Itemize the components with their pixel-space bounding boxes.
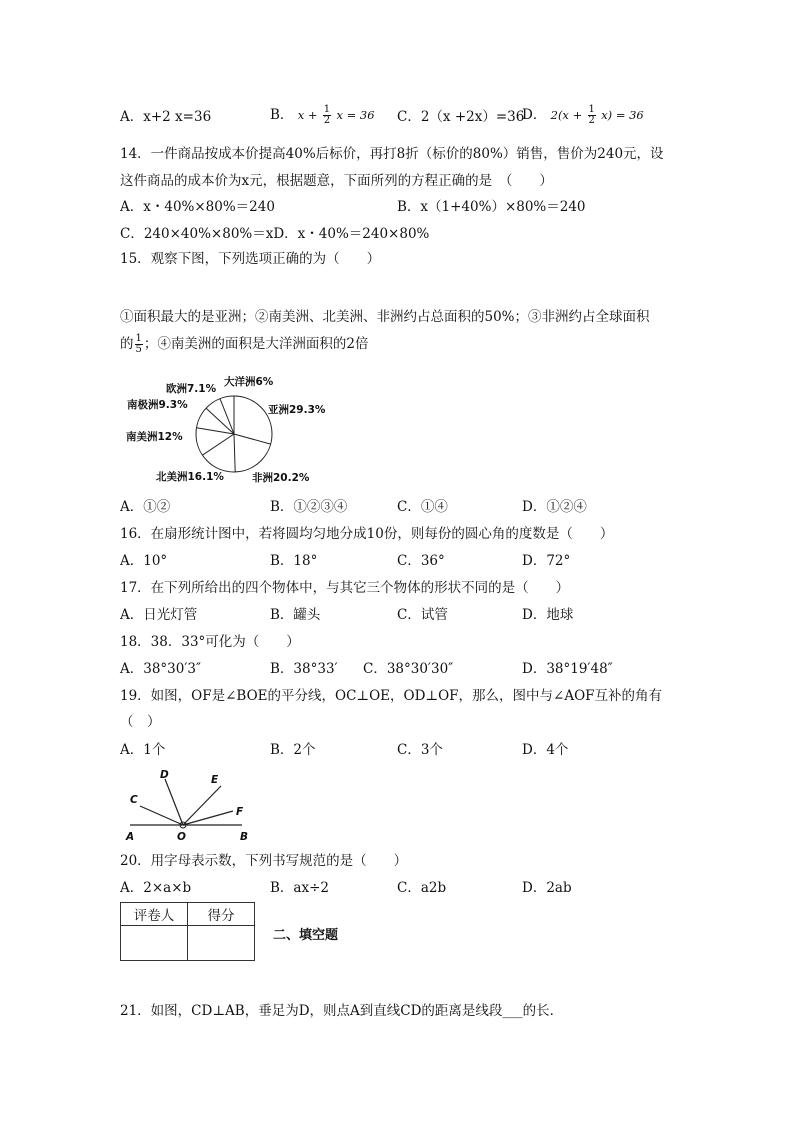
q14-option-b: B．x（1+40%）×80%＝240: [397, 199, 586, 215]
label-c: C: [130, 794, 138, 806]
q15-statements-line1: ①面积最大的是亚洲；②南美洲、北美洲、非洲约占总面积的50%；③非洲约占全球面积: [120, 309, 650, 325]
equation-part: x) = 36: [601, 108, 644, 122]
q18-option-b: B．38°33′: [270, 661, 338, 677]
pie-label-2: 北美洲16.1%: [156, 471, 224, 483]
q16-option-b: B．18°: [270, 553, 318, 569]
equation-part: 2(x +: [550, 108, 583, 122]
pie-label-3: 南美洲12%: [126, 431, 183, 443]
statement-text: 的: [120, 336, 134, 352]
q18-stem: 18．38．33°可化为（ ）: [120, 634, 300, 650]
label-e: E: [211, 774, 219, 786]
score-table: [120, 902, 255, 961]
q18-option-a: A．38°30′3″: [120, 661, 202, 677]
q19-option-b: B．2个: [270, 742, 316, 758]
q19-option-a: A．1个: [120, 742, 166, 758]
fraction-denominator: 5: [135, 344, 142, 355]
q17-stem: 17．在下列所给出的四个物体中，与其它三个物体的形状不同的是（ ）: [120, 580, 570, 596]
option-label: A．: [120, 109, 144, 125]
continent-area-pie-chart: [110, 368, 350, 493]
q20-option-a: A．2×a×b: [120, 880, 192, 896]
q13-option-a: [120, 108, 211, 126]
statement-text: ；④南美洲的面积是大洋洲面积的2倍: [143, 336, 369, 352]
pie-label-5: 欧洲7.1%: [166, 383, 217, 395]
option-label: B．: [270, 107, 294, 123]
pie-label-4: 南极洲9.3%: [127, 399, 188, 411]
score-header: 得分: [188, 903, 255, 926]
q21-stem: 21．如图，CD⊥AB，垂足为D，则点A到直线CD的距离是线段___的长．: [120, 1003, 564, 1019]
reviewer-header: 评卷人: [121, 903, 188, 926]
q19-option-d: D．4个: [522, 742, 569, 758]
option-text: 2（x +2x）=36: [420, 109, 525, 125]
fraction-denominator: 2: [323, 115, 331, 126]
q16-option-c: C．36°: [397, 553, 445, 569]
fraction: [135, 334, 143, 355]
q15-stem: 15．观察下图，下列选项正确的为（ ）: [120, 251, 381, 267]
q15-option-a: A．①②: [120, 499, 171, 515]
fraction: [588, 105, 596, 126]
q15-option-c: C．①④: [397, 499, 448, 515]
q15-option-b: B．①②③④: [270, 499, 348, 515]
fraction-denominator: 2: [588, 115, 595, 126]
label-o: O: [177, 831, 186, 843]
q15-statements-line2: [120, 334, 368, 355]
angle-figure: [118, 764, 268, 846]
q19-stem: 19．如图，OF是∠BOE的平分线，OC⊥OE，OD⊥OF，那么，图中与∠AOF互补的角有: [120, 688, 663, 704]
equation-part: x +: [297, 108, 318, 122]
q16-stem: 16．在扇形统计图中，若将圆均匀地分成10份，则每份的圆心角的度数是（ ）: [120, 526, 614, 542]
q20-option-b: B．ax÷2: [270, 880, 329, 896]
q17-option-a: A．日光灯管: [120, 607, 198, 623]
score-table-entry-row: [121, 926, 255, 961]
fraction-numerator: 1: [323, 104, 331, 115]
pie-label-1: 非洲20.2%: [252, 472, 310, 484]
q18-option-d: D．38°19′48″: [522, 661, 613, 677]
reviewer-cell[interactable]: [121, 926, 188, 961]
q19-stem-continued: （ ）: [120, 714, 161, 730]
label-d: D: [160, 769, 169, 781]
q20-option-c: C．a2b: [397, 880, 447, 896]
q13-option-b: [270, 105, 375, 126]
section-title: 二、填空题: [273, 928, 339, 943]
q14-stem-line1: 14．一件商品按成本价提高40%后标价，再打8折（标价的80%）销售，售价为240元，设: [120, 146, 664, 162]
q17-option-b: B．罐头: [270, 607, 321, 623]
q14-option-a: A．x・40%×80%＝240: [120, 199, 275, 215]
label-b: B: [240, 831, 249, 843]
fraction: [323, 105, 331, 126]
label-a: A: [126, 831, 135, 843]
q20-option-d: D．2ab: [522, 880, 572, 896]
equation-part: x = 36: [336, 108, 375, 122]
fraction-numerator: 1: [588, 104, 595, 115]
q19-option-c: C．3个: [397, 742, 443, 758]
pie-label-6: 大洋洲6%: [224, 376, 274, 388]
fraction-numerator: 1: [135, 333, 142, 344]
q14-option-cd: C．240×40%×80%＝xD．x・40%＝240×80%: [120, 226, 430, 242]
q16-option-a: A．10°: [120, 553, 168, 569]
label-f: F: [236, 806, 244, 818]
q20-stem: 20．用字母表示数，下列书写规范的是（ ）: [120, 853, 408, 869]
q13-option-c: [397, 108, 524, 126]
q15-option-d: D．①②④: [522, 499, 587, 515]
score-cell[interactable]: [188, 926, 255, 961]
option-label: D．: [522, 107, 547, 123]
q17-option-d: D．地球: [522, 607, 574, 623]
pie-label-0: 亚洲29.3%: [268, 404, 326, 416]
option-label: C．: [397, 109, 421, 125]
q18-option-c: C．38°30′30″: [363, 661, 454, 677]
q17-option-c: C．试管: [397, 607, 448, 623]
option-text: x+2 x=36: [143, 109, 212, 125]
q16-option-d: D．72°: [522, 553, 571, 569]
q13-option-d: [522, 105, 644, 126]
score-table-header: [121, 903, 255, 926]
q14-stem-line2: 这件商品的成本价为x元，根据题意，下面所列的方程正确的是 （ ）: [120, 173, 553, 189]
